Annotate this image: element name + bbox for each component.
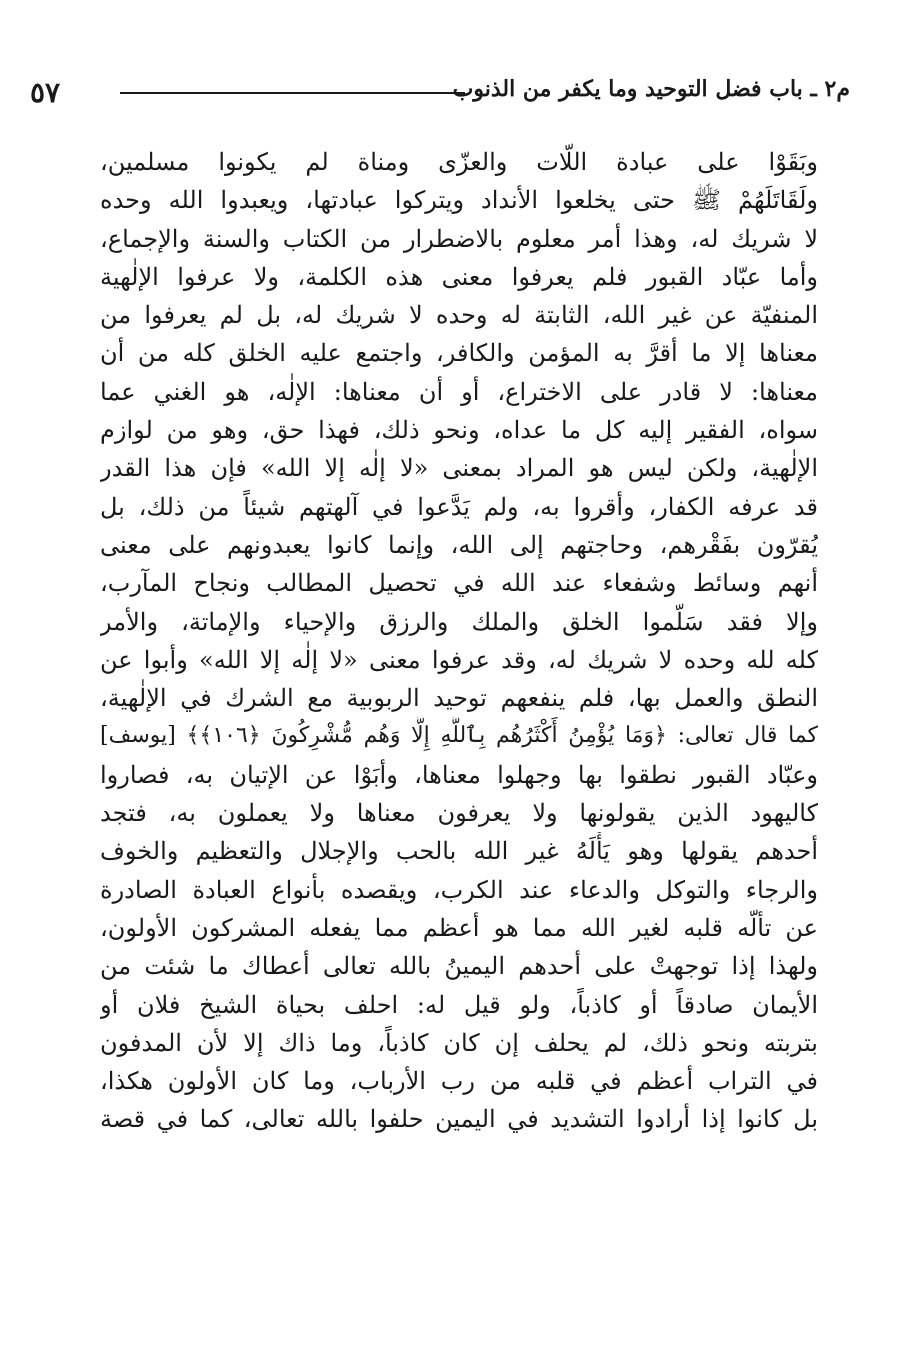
text-line: في التراب أعظم في قلبه من رب الأرباب، وما كان الأولون هكذا، (100, 1067, 818, 1096)
text-line: النطق والعمل بها، فلم ينفعهم توحيد الربوبية مع الشرك في الإلٰهية، (100, 684, 818, 713)
text-line: ولَقَاتَلَهُمْ ﷺ حتى يخلعوا الأنداد ويتركوا عبادتها، ويعبدوا الله وحده (100, 186, 818, 215)
text-line: وأما عبّاد القبور فلم يعرفوا معنى هذه الكلمة، ولا عرفوا الإلٰهية (100, 262, 818, 291)
text-line: وبَقَوْا على عبادة اللّات والعزّى ومناة لم يكونوا مسلمين، (100, 148, 818, 176)
text-line: والرجاء والتوكل والدعاء عند الكرب، ويقصده بأنواع العبادة الصادرة (100, 875, 818, 904)
text-line: وعبّاد القبور نطقوا بها وجهلوا معناها، وأبَوْا عن الإتيان به، فصاروا (100, 760, 818, 789)
running-title: م٢ ـ باب فضل التوحيد وما يكفر من الذنوب (452, 76, 850, 102)
quran-verse-line: كما قال تعالى: ﴿وَمَا يُؤْمِنُ أَكْثَرُهُم بِٱللَّهِ إِلَّا وَهُم مُّشْرِكُونَ ﴿١٠٦﴾﴾ [يوسف] (100, 723, 818, 749)
page-number: ٥٧ (30, 76, 61, 109)
text-line: كله لله وحده لا شريك له، وقد عرفوا معنى «لا إلٰه إلا الله» وأبوا عن (100, 645, 818, 674)
text-line: المنفيّة عن غير الله، الثابتة له وحده لا شريك له، بل لم يعرفوا من (100, 301, 818, 330)
text-line: الأيمان صادقاً أو كاذباً، ولو قيل له: احلف بحياة الشيخ فلان أو (100, 990, 818, 1019)
text-line: أحدهم يقولها وهو يَأْلَهُ غير الله بالحب والإجلال والتعظيم والخوف (100, 837, 818, 866)
text-line: عن تألّه قلبه لغير الله مما هو أعظم مما يفعله المشركون الأولون، (100, 913, 818, 942)
page-header (30, 70, 850, 110)
header-rule (120, 92, 465, 94)
text-line: يُقرّون بفَقْرهم، وحاجتهم إلى الله، وإنما كانوا يعبدونهم على معنى (100, 530, 818, 559)
text-line: أنهم وسائط وشفعاء عند الله في تحصيل المطالب ونجاح المآرب، (100, 569, 818, 598)
text-line: وإلا فقد سَلّموا الخلق والملك والرزق والإحياء والإماتة، والأمر (100, 607, 818, 636)
text-line: ولهذا إذا توجهتْ على أحدهم اليمينُ بالله تعالى أعطاك ما شئت من (100, 952, 818, 981)
text-line: بتربته ونحو ذلك، لم يحلف إن كان كاذباً، وما ذاك إلا لأن المدفون (100, 1028, 818, 1057)
text-line: بل كانوا إذا أرادوا التشديد في اليمين حلفوا بالله تعالى، كما في قصة (100, 1105, 818, 1134)
text-line: الإلٰهية، ولكن ليس هو المراد بمعنى «لا إلٰه إلا الله» فإن هذا القدر (100, 454, 818, 483)
text-line: لا شريك له، وهذا أمر معلوم بالاضطرار من الكتاب والسنة والإجماع، (100, 224, 818, 253)
text-line: كاليهود الذين يقولونها ولا يعرفون معناها ولا يعملون به، فتجد (100, 799, 818, 828)
text-line: معناها: لا قادر على الاختراع، أو أن معناها: الإلٰه، هو الغني عما (100, 377, 818, 406)
text-line: قد عرفه الكفار، وأقروا به، ولم يَدَّعوا في آلهتهم شيئاً من ذلك، بل (100, 492, 818, 521)
text-line: سواه، الفقير إليه كل ما عداه، ونحو ذلك، فهذا حق، وهو من لوازم (100, 416, 818, 445)
text-line: معناها إلا ما أقرَّ به المؤمن والكافر، واجتمع عليه الخلق كله من أن (100, 339, 818, 368)
body-text (100, 143, 818, 1139)
